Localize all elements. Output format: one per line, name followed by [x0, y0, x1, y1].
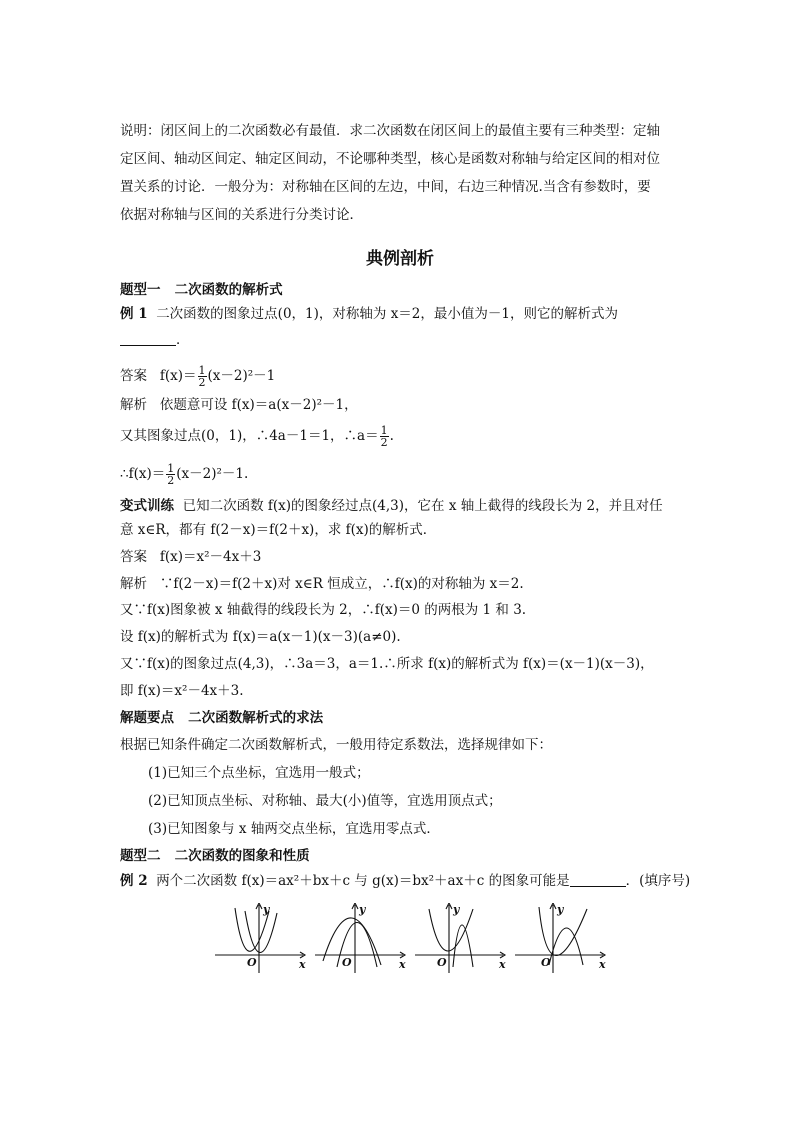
graph-4-y-label: y: [557, 903, 564, 916]
key-intro: 根据已知条件确定二次函数解析式，一般用待定系数法，选择规律如下：: [120, 737, 552, 753]
solution-line-3-post: (x－2)²－1.: [176, 466, 249, 482]
key-item-1: (1)已知三个点坐标，宜选用一般式；: [148, 765, 370, 781]
graph-4-x-label: x: [599, 958, 606, 971]
variant-solution-line-1: ∵f(2－x)＝f(2＋x)对 x∈R 恒成立，∴f(x)的对称轴为 x＝2.: [159, 576, 524, 592]
intro-line-2: 定区间、轴动区间定、轴定区间动，不论哪种类型，核心是函数对称轴与给定区间的相对位: [120, 151, 660, 167]
type2-heading: [120, 846, 310, 866]
type2-label: 题型二: [120, 848, 161, 864]
variant-solution-2: 又∵f(x)图象被 x 轴截得的线段长为 2，∴f(x)＝0 的两根为 1 和 3.: [120, 602, 527, 618]
graph-3: [415, 903, 505, 973]
type1-title: 二次函数的解析式: [174, 282, 283, 298]
variant-solution-4: 又∵f(x)的图象过点(4,3)，∴3a＝3，a＝1.∴所求 f(x)的解析式为 f(x)＝(x－1)(x－3)，: [120, 656, 654, 672]
variant-solution-3: 设 f(x)的解析式为 f(x)＝a(x－1)(x－3)(a≠0).: [120, 629, 401, 645]
fraction-half-2: $\frac{1}{2}$: [380, 424, 388, 449]
graph-2-y-label: y: [359, 903, 366, 916]
graph-3-y-label: y: [453, 903, 460, 916]
example1-answer: [120, 365, 275, 388]
example1-end: ．: [176, 332, 190, 348]
fraction-half-3: $\frac{1}{2}$: [167, 462, 175, 487]
example2-text: 两个二次函数 f(x)＝ax²＋bx＋c 与 g(x)＝bx²＋ax＋c 的图象可能是: [156, 873, 570, 889]
answer-blank: [120, 331, 176, 346]
section-title: 典例剖析: [366, 249, 434, 269]
solution-line-1: 依题意可设 f(x)＝a(x－2)²－1，: [159, 397, 358, 413]
intro-line-3: 置关系的讨论．一般分为：对称轴在区间的左边，中间，右边三种情况.当含有参数时，要: [120, 179, 651, 195]
example1-solution-1: [120, 395, 358, 415]
variant-question-1: [120, 496, 663, 516]
graph-1-x-label: x: [299, 958, 306, 971]
key-item-2: (2)已知顶点坐标、对称轴、最大(小)值等，宜选用顶点式；: [148, 793, 502, 809]
fraction-half: $\frac{1}{2}$: [198, 364, 206, 389]
solution-line-2: 又其图象过点(0，1)，∴4a－1＝1，∴a＝: [120, 428, 379, 444]
key-item-3: (3)已知图象与 x 轴两交点坐标，宜选用零点式．: [148, 821, 440, 837]
graph-1: [215, 903, 305, 973]
variant-solution-1: [120, 574, 524, 594]
example1-label: 例 1: [120, 306, 148, 322]
type1-heading: [120, 280, 283, 300]
solution-line-3-pre: ∴f(x)＝: [120, 466, 166, 482]
type2-title: 二次函数的图象和性质: [174, 848, 310, 864]
variant-answer-label: 答案: [120, 549, 147, 565]
answer-pre: f(x)＝: [159, 368, 197, 384]
graph-2-origin: O: [342, 956, 352, 969]
parabola-graphs: [215, 903, 615, 973]
graph-4-origin: O: [541, 956, 551, 969]
type1-label: 题型一: [120, 282, 161, 298]
key-heading: [120, 708, 323, 728]
variant-solution-label: 解析: [120, 576, 147, 592]
variant-answer: [120, 547, 261, 567]
variant-solution-5: 即 f(x)＝x²－4x＋3.: [120, 683, 244, 699]
graph-2-x-label: x: [399, 958, 406, 971]
example2-label: 例 2: [120, 873, 148, 889]
answer-label: 答案: [120, 368, 147, 384]
intro-line-1: 说明：闭区间上的二次函数必有最值．求二次函数在闭区间上的最值主要有三种类型：定轴: [120, 123, 660, 139]
key-title: 二次函数解析式的求法: [188, 710, 324, 726]
variant-line-1: 已知二次函数 f(x)的图象经过点(4,3)，它在 x 轴上截得的线段长为 2，并且对任: [182, 498, 663, 514]
solution-line-2-end: .: [389, 428, 394, 444]
intro-line-4: 依据对称轴与区间的关系进行分类讨论．: [120, 207, 363, 223]
example1-text: 二次函数的图象过点(0，1)，对称轴为 x＝2，最小值为－1，则它的解析式为: [156, 306, 618, 322]
solution-label: 解析: [120, 397, 147, 413]
example1-solution-3: [120, 463, 248, 486]
key-label: 解题要点: [120, 710, 174, 726]
variant-line-2: 意 x∈R，都有 f(2－x)＝f(2＋x)，求 f(x)的解析式．: [120, 522, 437, 538]
variant-label: 变式训练: [120, 498, 174, 514]
example2-end: ．(填序号): [625, 873, 691, 889]
example1-blank-line: [120, 330, 190, 350]
answer-post: (x－2)²－1: [207, 368, 276, 384]
example2-question: [120, 871, 690, 891]
graph-3-origin: O: [437, 956, 447, 969]
example1-question: [120, 304, 618, 324]
graph-3-x-label: x: [499, 958, 506, 971]
variant-answer-value: f(x)＝x²－4x＋3: [159, 549, 262, 565]
graph-1-y-label: y: [263, 903, 270, 916]
example1-solution-2: [120, 425, 394, 448]
example2-blank: [570, 872, 626, 887]
graph-1-origin: O: [247, 956, 257, 969]
